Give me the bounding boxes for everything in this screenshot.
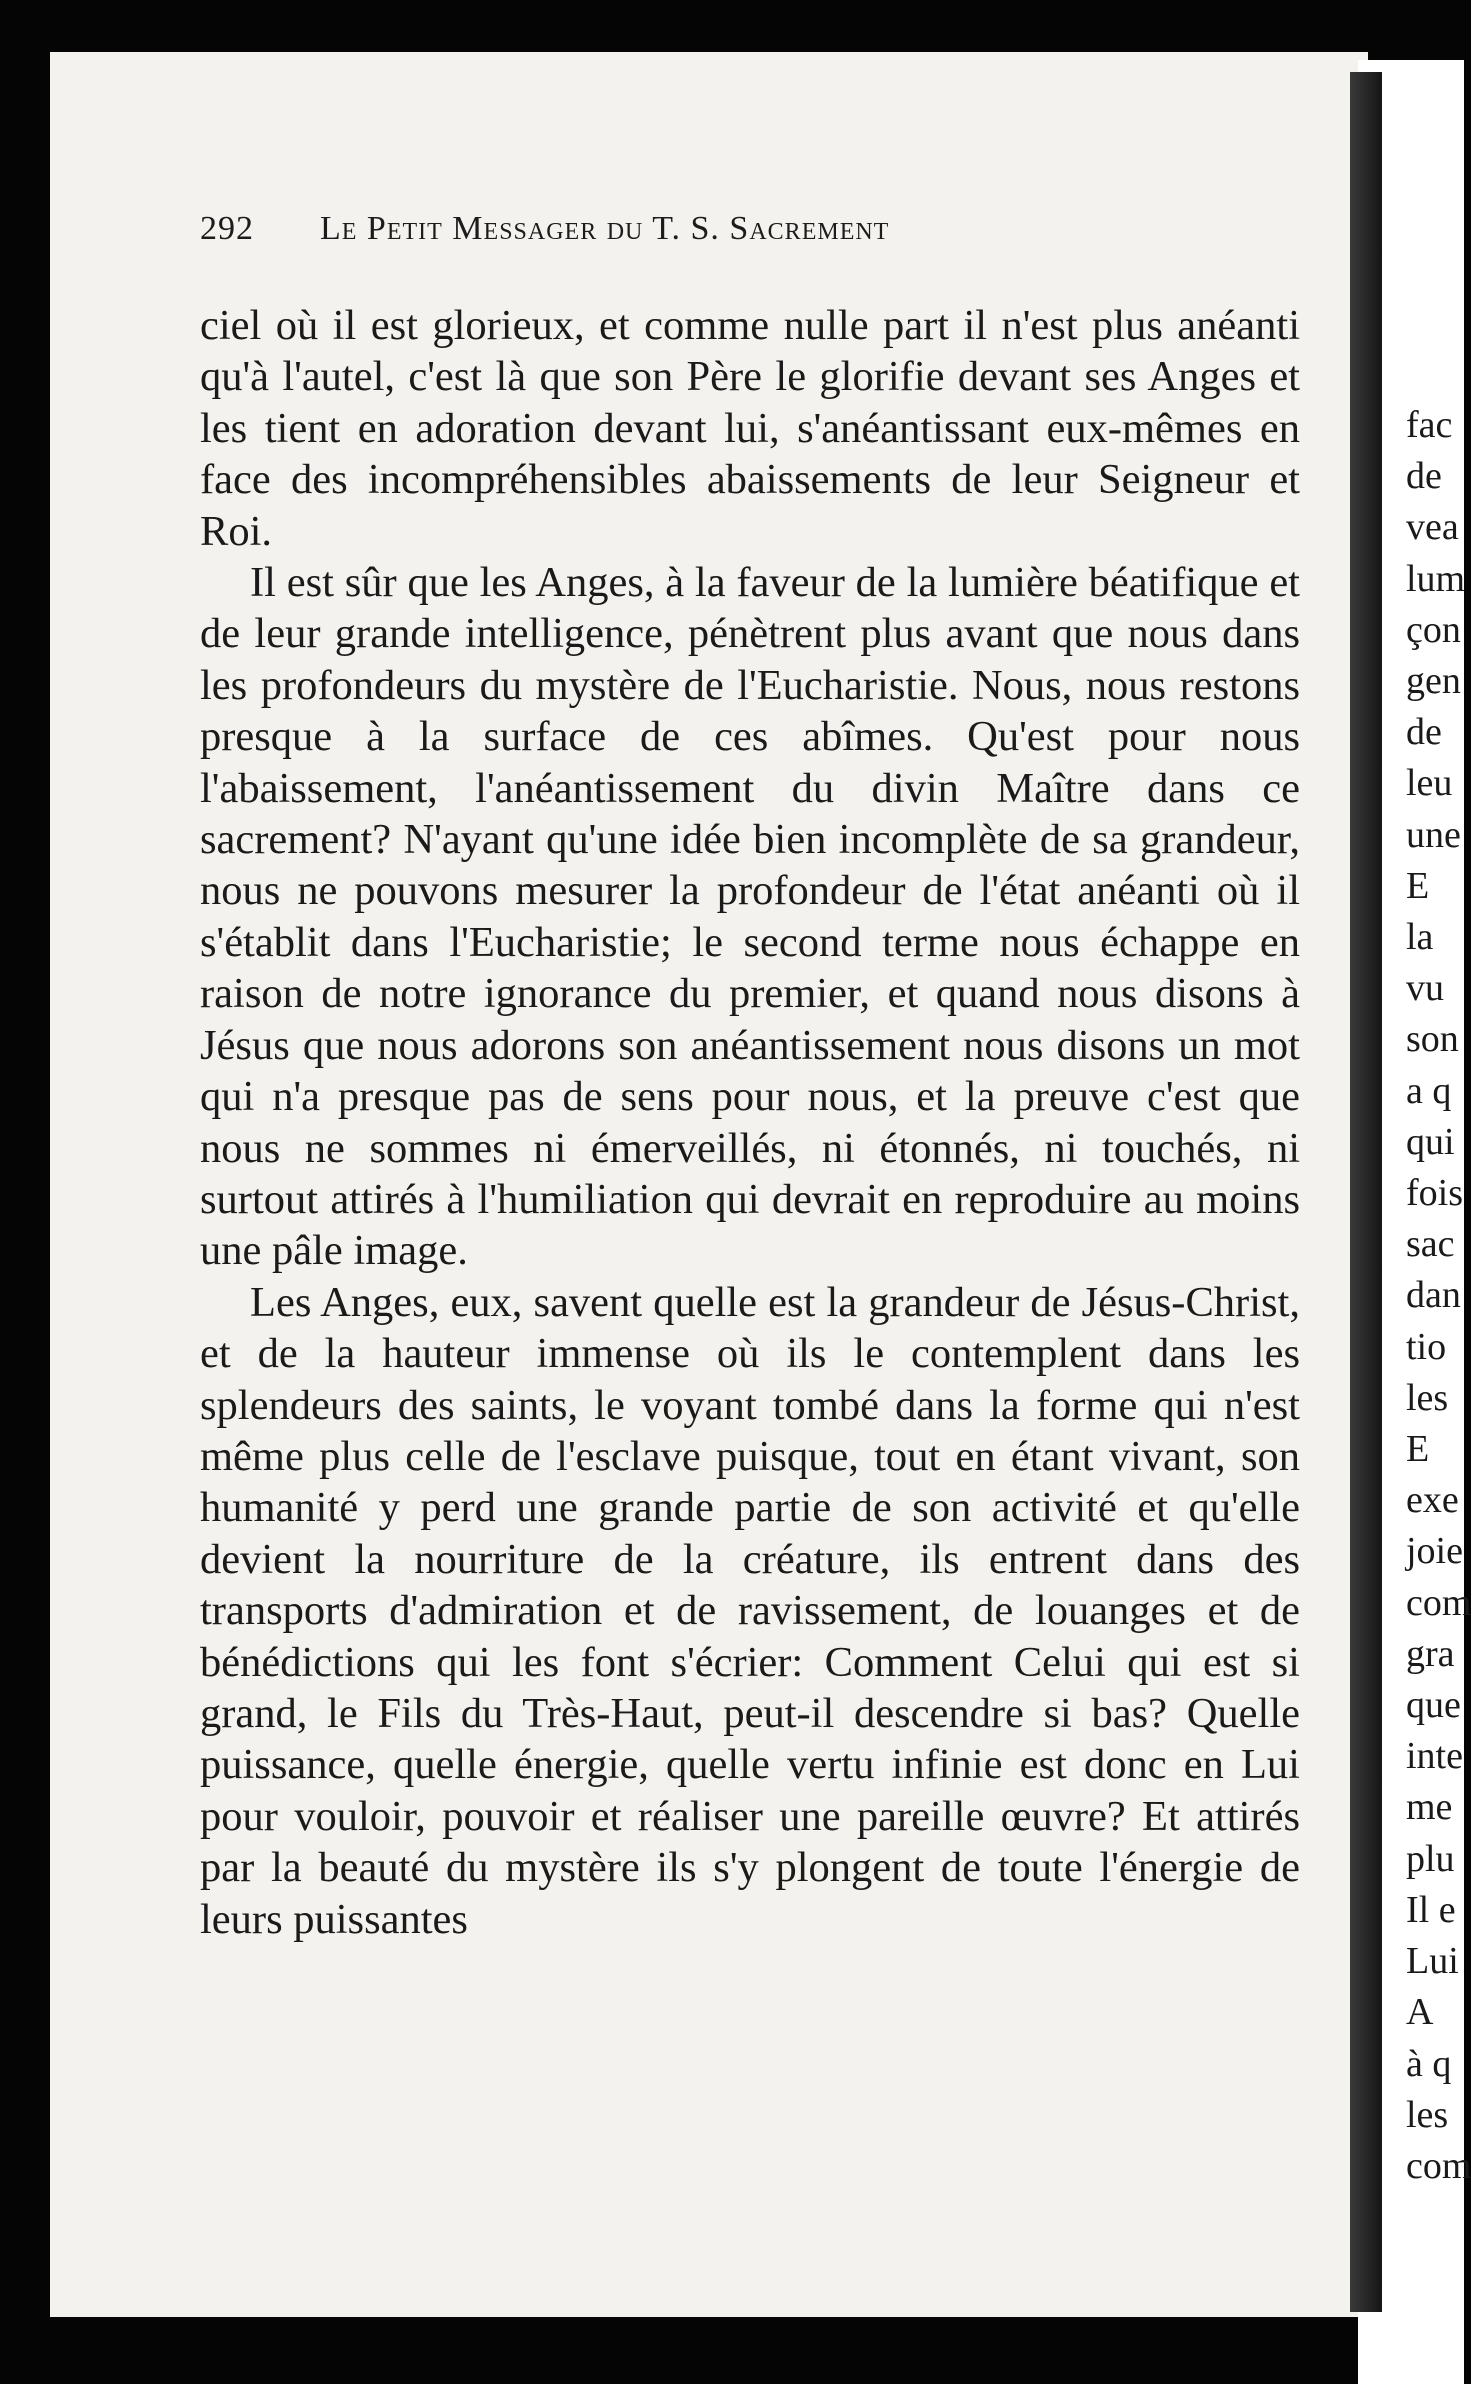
adjacent-line-fragment: lum bbox=[1406, 557, 1466, 600]
adjacent-line-fragment: que bbox=[1406, 1684, 1461, 1727]
adjacent-line-fragment: joie bbox=[1406, 1530, 1463, 1573]
adjacent-line-fragment: une bbox=[1406, 813, 1461, 856]
adjacent-line-fragment: A bbox=[1406, 1991, 1434, 2034]
adjacent-line-fragment: gra bbox=[1406, 1632, 1455, 1675]
adjacent-line-fragment: son bbox=[1406, 1018, 1459, 1061]
adjacent-line-fragment: vu bbox=[1406, 967, 1444, 1010]
running-header bbox=[200, 210, 1200, 248]
adjacent-line-fragment: exe bbox=[1406, 1479, 1459, 1522]
adjacent-page-lines bbox=[1406, 400, 1471, 2192]
adjacent-line-fragment: les bbox=[1406, 1376, 1449, 1419]
adjacent-line-fragment: dan bbox=[1406, 1274, 1461, 1317]
adjacent-line-fragment: leu bbox=[1406, 762, 1453, 805]
adjacent-line-fragment: de bbox=[1406, 455, 1442, 498]
adjacent-line-fragment: la bbox=[1406, 916, 1434, 959]
adjacent-line-fragment: tio bbox=[1406, 1325, 1447, 1368]
adjacent-line-fragment: fois bbox=[1406, 1172, 1463, 1215]
adjacent-line-fragment: com bbox=[1406, 1581, 1471, 1624]
adjacent-line-fragment: vea bbox=[1406, 506, 1459, 549]
adjacent-line-fragment: fac bbox=[1406, 404, 1453, 446]
paragraph-1: ciel où il est glorieux, et comme nulle part il n'est plus anéanti qu'à l'autel, c'est là que son Père le glorifie devant ses Anges et les tient en adoration devant lui, s'anéantissant eux-mêmes en face des incompréhensibles abaissements de leur Seigneur et Roi. bbox=[200, 302, 1300, 555]
paragraph-3: Les Anges, eux, savent quelle est la grandeur de Jésus-Christ, et de la hauteur immense où ils le contemplent dans les splendeurs des saints, le voyant tombé dans la forme qui n'est même plus celle de l'esclave puisque, tout en étant vivant, son humanité y perd une grande partie de son activité et qu'elle devient la nourriture de la créature, ils entrent dans des transports d'admiration et de ravissement, de louanges et de bénédictions qui les font s'écrier: Comment Celui qui est si grand, le Fils du Très-Haut, peut-il descendre si bas? Quelle puissance, quelle énergie, quelle vertu infinie est donc en Lui pour vouloir, pouvoir et réaliser une pareille œuvre? Et attirés par la beauté du mystère ils s'y plongent de toute l'énergie de leurs puissantes bbox=[200, 1278, 1300, 1943]
adjacent-line-fragment: plu bbox=[1406, 1837, 1455, 1880]
adjacent-line-fragment: E bbox=[1406, 864, 1430, 907]
adjacent-line-fragment: qui bbox=[1406, 1120, 1455, 1163]
adjacent-line-fragment: me bbox=[1406, 1786, 1453, 1829]
adjacent-line-fragment: inte bbox=[1406, 1735, 1463, 1778]
running-title: Le Petit Messager du T. S. Sacrement bbox=[320, 210, 890, 247]
body-text bbox=[200, 300, 1300, 1945]
adjacent-line-fragment: com bbox=[1406, 2144, 1471, 2187]
adjacent-line-fragment: a q bbox=[1406, 1069, 1452, 1112]
adjacent-line-fragment: à q bbox=[1406, 2042, 1452, 2085]
adjacent-line-fragment: çon bbox=[1406, 608, 1461, 651]
paragraph-2: Il est sûr que les Anges, à la faveur de la lumière béatifique et de leur grande intelligence, pénètrent plus avant que nous dans les profondeurs du mystère de l'Eucharistie. Nous, nous restons presque à la surface de ces abîmes. Qu'est pour nous l'abaissement, l'anéantissement du divin Maître dans ce sacrement? N'ayant qu'une idée bien incomplète de sa grandeur, nous ne pouvons mesurer la profondeur de l'état anéanti où il s'établit dans l'Eucharistie; le second terme nous échappe en raison de notre ignorance du premier, et quand nous disons à Jésus que nous adorons son anéantissement nous disons un mot qui n'a presque pas de sens pour nous, et la preuve c'est que nous ne sommes ni émerveillés, ni étonnés, ni touchés, ni surtout attirés à l'humiliation qui devrait en reproduire au moins une pâle image. bbox=[200, 559, 1300, 1275]
adjacent-line-fragment: Il e bbox=[1406, 1888, 1456, 1931]
adjacent-line-fragment: sac bbox=[1406, 1223, 1455, 1266]
adjacent-line-fragment: gen bbox=[1406, 660, 1461, 703]
page-number: 292 bbox=[200, 210, 254, 247]
adjacent-line-fragment: de bbox=[1406, 711, 1442, 754]
book-gutter bbox=[1350, 72, 1382, 2312]
adjacent-line-fragment: les bbox=[1406, 2093, 1449, 2136]
adjacent-line-fragment: Lui bbox=[1406, 1940, 1459, 1983]
adjacent-line-fragment: E bbox=[1406, 1428, 1430, 1471]
